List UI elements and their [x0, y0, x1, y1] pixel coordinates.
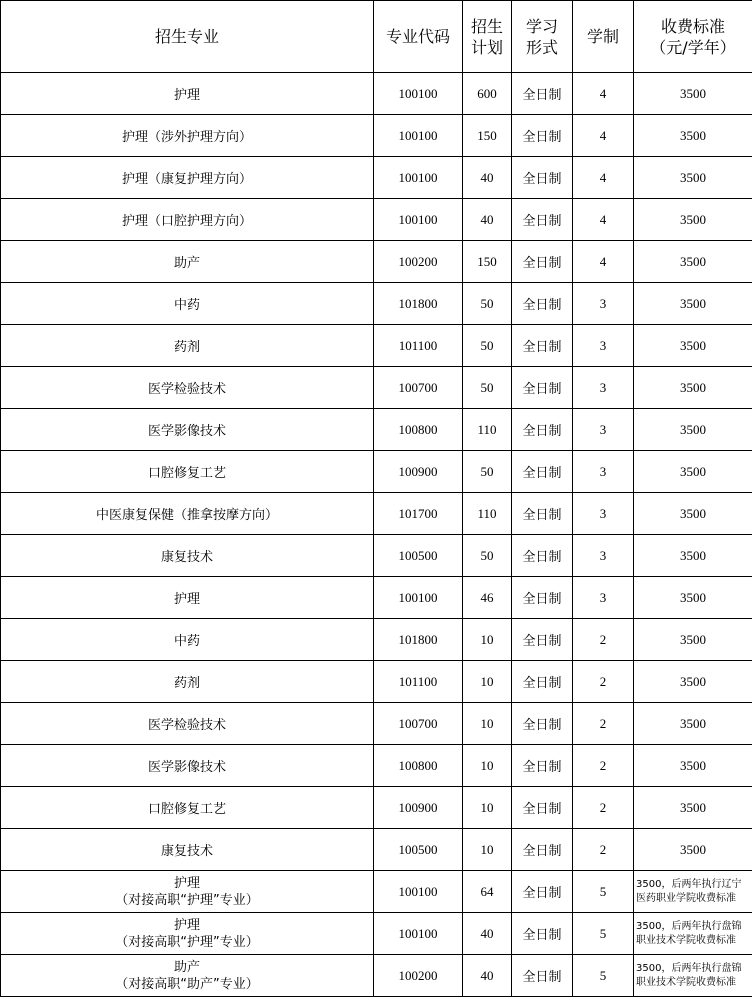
- cell-fee: 3500: [634, 157, 752, 199]
- cell-plan: 10: [463, 787, 512, 829]
- cell-mode: 全日制: [512, 241, 573, 283]
- table-row: [1, 703, 752, 745]
- cell-years: 2: [573, 703, 634, 745]
- cell-major: [1, 913, 374, 955]
- cell-years: 3: [573, 325, 634, 367]
- cell-fee: 3500: [634, 619, 752, 661]
- header-mode: [512, 1, 573, 73]
- cell-major: 中药: [1, 283, 374, 325]
- cell-mode: 全日制: [512, 619, 573, 661]
- cell-plan: 150: [463, 115, 512, 157]
- cell-fee: [634, 913, 752, 955]
- cell-mode: 全日制: [512, 829, 573, 871]
- cell-major: 护理（口腔护理方向）: [1, 199, 374, 241]
- cell-code: 100200: [374, 241, 463, 283]
- cell-major-line1: 护理: [1, 917, 373, 934]
- cell-plan: 50: [463, 283, 512, 325]
- cell-code: 100700: [374, 367, 463, 409]
- cell-major: 护理（涉外护理方向）: [1, 115, 374, 157]
- table-row: [1, 451, 752, 493]
- cell-fee: 3500: [634, 73, 752, 115]
- cell-plan: 150: [463, 241, 512, 283]
- header-row: [1, 1, 752, 73]
- cell-fee-line1: 3500，后两年执行盘锦: [636, 962, 752, 976]
- cell-years: 4: [573, 115, 634, 157]
- cell-code: 100100: [374, 115, 463, 157]
- header-fee: [634, 1, 752, 73]
- cell-plan: 50: [463, 451, 512, 493]
- cell-code: 100100: [374, 73, 463, 115]
- cell-plan: 10: [463, 619, 512, 661]
- cell-fee-line2: 医药职业学院收费标准: [636, 892, 752, 906]
- cell-years: 4: [573, 73, 634, 115]
- cell-years: 4: [573, 157, 634, 199]
- cell-plan: 110: [463, 493, 512, 535]
- cell-major: 护理（康复护理方向）: [1, 157, 374, 199]
- cell-plan: 10: [463, 703, 512, 745]
- table-row: [1, 535, 752, 577]
- header-years: 学制: [573, 1, 634, 73]
- table-row-special: [1, 913, 752, 955]
- cell-plan: 40: [463, 913, 512, 955]
- cell-years: 3: [573, 283, 634, 325]
- cell-years: 4: [573, 241, 634, 283]
- cell-code: 100100: [374, 871, 463, 913]
- cell-plan: 10: [463, 661, 512, 703]
- cell-major: 医学影像技术: [1, 745, 374, 787]
- cell-major: 医学影像技术: [1, 409, 374, 451]
- cell-years: 4: [573, 199, 634, 241]
- header-fee-line1: 收费标准: [634, 16, 752, 37]
- cell-fee: 3500: [634, 493, 752, 535]
- cell-mode: 全日制: [512, 745, 573, 787]
- table-row: [1, 199, 752, 241]
- cell-code: 101700: [374, 493, 463, 535]
- cell-major: [1, 955, 374, 997]
- cell-fee: 3500: [634, 745, 752, 787]
- cell-years: 3: [573, 409, 634, 451]
- cell-major-line2: （对接高职“助产”专业）: [1, 976, 373, 993]
- cell-major-line2: （对接高职“护理”专业）: [1, 934, 373, 951]
- cell-mode: 全日制: [512, 913, 573, 955]
- table-row: [1, 661, 752, 703]
- cell-mode: 全日制: [512, 409, 573, 451]
- header-mode-line1: 学习: [512, 16, 572, 37]
- cell-mode: 全日制: [512, 115, 573, 157]
- cell-code: 100800: [374, 409, 463, 451]
- cell-plan: 50: [463, 325, 512, 367]
- cell-years: 5: [573, 955, 634, 997]
- cell-code: 100900: [374, 787, 463, 829]
- cell-major: 药剂: [1, 661, 374, 703]
- cell-years: 2: [573, 745, 634, 787]
- table-row: [1, 745, 752, 787]
- cell-fee-line2: 职业技术学院收费标准: [636, 934, 752, 948]
- cell-years: 2: [573, 619, 634, 661]
- cell-code: 100200: [374, 955, 463, 997]
- cell-plan: 50: [463, 535, 512, 577]
- cell-major: 中医康复保健（推拿按摩方向）: [1, 493, 374, 535]
- cell-major: 药剂: [1, 325, 374, 367]
- cell-fee: 3500: [634, 703, 752, 745]
- cell-fee: 3500: [634, 325, 752, 367]
- cell-code: 101100: [374, 661, 463, 703]
- cell-years: 3: [573, 493, 634, 535]
- cell-mode: 全日制: [512, 73, 573, 115]
- cell-major: 中药: [1, 619, 374, 661]
- header-mode-line2: 形式: [512, 37, 572, 58]
- table-row: [1, 409, 752, 451]
- cell-code: 100500: [374, 535, 463, 577]
- cell-major: 助产: [1, 241, 374, 283]
- header-fee-line2: （元/学年）: [634, 37, 752, 58]
- cell-fee: 3500: [634, 283, 752, 325]
- cell-code: 100100: [374, 913, 463, 955]
- cell-fee: 3500: [634, 115, 752, 157]
- cell-mode: 全日制: [512, 451, 573, 493]
- cell-mode: 全日制: [512, 535, 573, 577]
- cell-plan: 64: [463, 871, 512, 913]
- cell-years: 5: [573, 913, 634, 955]
- cell-fee: 3500: [634, 661, 752, 703]
- cell-code: 100100: [374, 577, 463, 619]
- cell-fee: [634, 955, 752, 997]
- cell-mode: 全日制: [512, 955, 573, 997]
- table-row: [1, 283, 752, 325]
- cell-years: 5: [573, 871, 634, 913]
- cell-major: 护理: [1, 73, 374, 115]
- header-plan-line2: 计划: [463, 37, 511, 58]
- cell-major-line2: （对接高职“护理”专业）: [1, 892, 373, 909]
- cell-plan: 50: [463, 367, 512, 409]
- cell-code: 101800: [374, 283, 463, 325]
- cell-code: 100700: [374, 703, 463, 745]
- table-row: [1, 241, 752, 283]
- table-row: [1, 787, 752, 829]
- table-row: [1, 157, 752, 199]
- cell-fee: 3500: [634, 577, 752, 619]
- table-row: [1, 493, 752, 535]
- cell-major: 康复技术: [1, 535, 374, 577]
- header-major: 招生专业: [1, 1, 374, 73]
- cell-plan: 110: [463, 409, 512, 451]
- header-plan: [463, 1, 512, 73]
- cell-plan: 40: [463, 199, 512, 241]
- cell-plan: 10: [463, 745, 512, 787]
- table-body: [1, 73, 752, 997]
- cell-fee: 3500: [634, 409, 752, 451]
- table-row: [1, 577, 752, 619]
- cell-mode: 全日制: [512, 283, 573, 325]
- cell-fee-line1: 3500，后两年执行盘锦: [636, 920, 752, 934]
- table-row: [1, 73, 752, 115]
- cell-mode: 全日制: [512, 493, 573, 535]
- cell-fee: 3500: [634, 199, 752, 241]
- cell-years: 2: [573, 787, 634, 829]
- cell-fee: 3500: [634, 535, 752, 577]
- cell-major: 康复技术: [1, 829, 374, 871]
- cell-fee-line2: 职业技术学院收费标准: [636, 976, 752, 990]
- cell-fee-line1: 3500，后两年执行辽宁: [636, 878, 752, 892]
- cell-major: 医学检验技术: [1, 703, 374, 745]
- table-row-special: [1, 871, 752, 913]
- cell-years: 3: [573, 535, 634, 577]
- cell-mode: 全日制: [512, 661, 573, 703]
- cell-years: 3: [573, 577, 634, 619]
- cell-plan: 10: [463, 829, 512, 871]
- cell-mode: 全日制: [512, 157, 573, 199]
- cell-plan: 40: [463, 157, 512, 199]
- cell-code: 100500: [374, 829, 463, 871]
- cell-major-line1: 助产: [1, 959, 373, 976]
- cell-major-line1: 护理: [1, 875, 373, 892]
- cell-code: 100900: [374, 451, 463, 493]
- cell-major: 口腔修复工艺: [1, 787, 374, 829]
- cell-major: [1, 871, 374, 913]
- table-row-special: [1, 955, 752, 997]
- cell-mode: 全日制: [512, 367, 573, 409]
- cell-fee: 3500: [634, 367, 752, 409]
- cell-plan: 600: [463, 73, 512, 115]
- cell-major: 口腔修复工艺: [1, 451, 374, 493]
- cell-mode: 全日制: [512, 325, 573, 367]
- table-row: [1, 325, 752, 367]
- cell-major: 护理: [1, 577, 374, 619]
- cell-fee: [634, 871, 752, 913]
- cell-years: 3: [573, 451, 634, 493]
- cell-years: 2: [573, 661, 634, 703]
- cell-plan: 46: [463, 577, 512, 619]
- cell-mode: 全日制: [512, 787, 573, 829]
- cell-code: 100800: [374, 745, 463, 787]
- cell-mode: 全日制: [512, 577, 573, 619]
- cell-code: 100100: [374, 157, 463, 199]
- table-row: [1, 829, 752, 871]
- cell-code: 101800: [374, 619, 463, 661]
- header-code: 专业代码: [374, 1, 463, 73]
- cell-mode: 全日制: [512, 871, 573, 913]
- cell-fee: 3500: [634, 241, 752, 283]
- cell-plan: 40: [463, 955, 512, 997]
- cell-code: 101100: [374, 325, 463, 367]
- header-plan-line1: 招生: [463, 16, 511, 37]
- table-row: [1, 367, 752, 409]
- cell-years: 3: [573, 367, 634, 409]
- cell-code: 100100: [374, 199, 463, 241]
- cell-fee: 3500: [634, 787, 752, 829]
- cell-fee: 3500: [634, 451, 752, 493]
- table-row: [1, 115, 752, 157]
- cell-years: 2: [573, 829, 634, 871]
- cell-mode: 全日制: [512, 703, 573, 745]
- cell-major: 医学检验技术: [1, 367, 374, 409]
- cell-fee: 3500: [634, 829, 752, 871]
- cell-mode: 全日制: [512, 199, 573, 241]
- table-row: [1, 619, 752, 661]
